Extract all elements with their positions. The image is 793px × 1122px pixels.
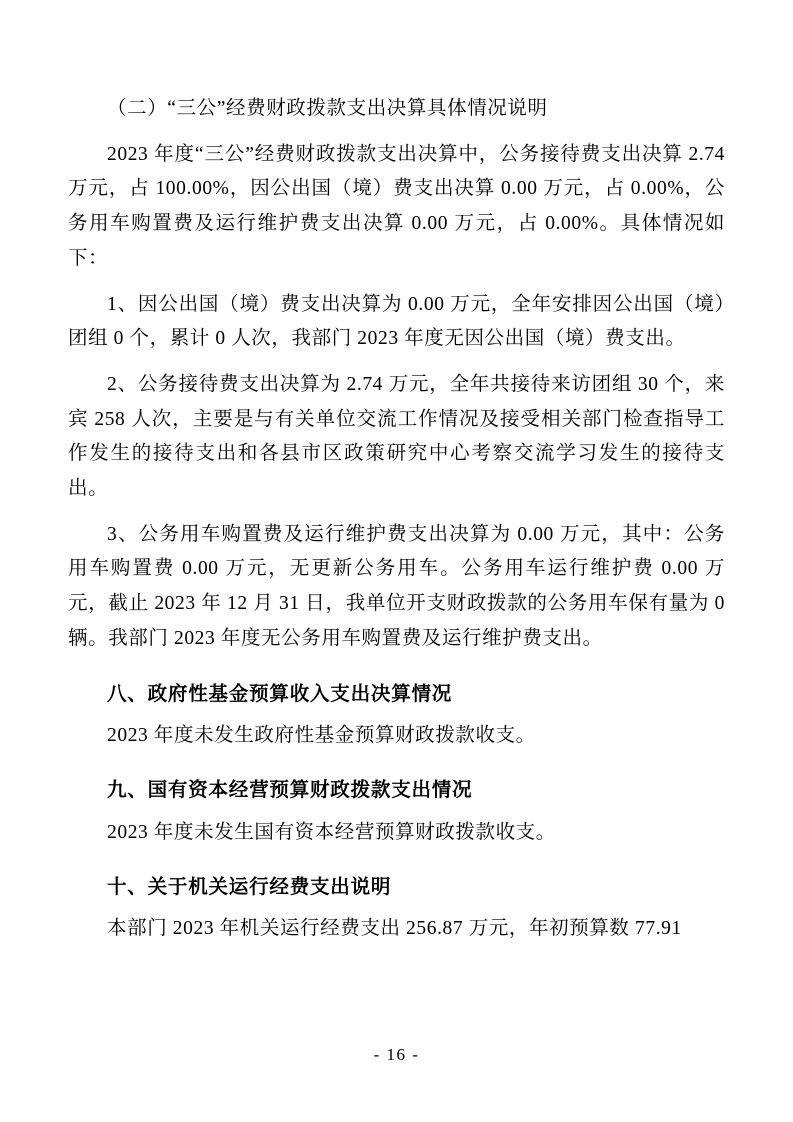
heading-section-10: 十、关于机关运行经费支出说明	[107, 875, 392, 899]
document-body	[68, 92, 725, 947]
paragraph-item-2: 2、公务接待费支出决算为 2.74 万元，全年共接待来访团组 30 个，来宾 258 人次，主要是与有关单位交流工作情况及接受相关部门检查指导工作发生的接待支出和各县市区政策研究中心考察交流学习发生的接待支出。	[68, 373, 725, 500]
paragraph-item-3: 3、公务用车购置费及运行维护费支出决算为 0.00 万元，其中：公务用车购置费 0.00 万元，无更新公务用车。公务用车运行维护费 0.00 万元，截止 2023 年 12 月 31 日，我单位开支财政拨款的公务用车保有量为 0 辆。我部门 2023 年度无公务用车购置费及运行维护费支出。	[68, 523, 725, 649]
section-title-2: （二）“三公”经费财政拨款支出决算具体情况说明	[107, 98, 548, 119]
paragraph-section-8: 2023 年度未发生政府性基金预算财政拨款收支。	[107, 724, 536, 746]
heading-section-8: 八、政府性基金预算收入支出决算情况	[107, 681, 453, 705]
paragraph-section-10: 本部门 2023 年机关运行经费支出 256.87 万元，年初预算数 77.91	[107, 918, 682, 940]
heading-section-9: 九、国有资本经营预算财政拨款支出情况	[107, 778, 473, 802]
page-number: - 16 -	[373, 1045, 420, 1064]
paragraph-overview: 2023 年度“三公”经费财政拨款支出决算中，公务接待费支出决算 2.74 万元，占 100.00%，因公出国（境）费支出决算 0.00 万元，占 0.00%，公务用车购置费及运行维护费支出决算 0.00 万元，占 0.00%。具体情况如下：	[68, 143, 725, 269]
paragraph-item-1: 1、因公出国（境）费支出决算为 0.00 万元，全年安排因公出国（境）团组 0 个，累计 0 人次，我部门 2023 年度无因公出国（境）费支出。	[68, 293, 725, 350]
paragraph-section-9: 2023 年度未发生国有资本经营预算财政拨款收支。	[107, 821, 556, 843]
